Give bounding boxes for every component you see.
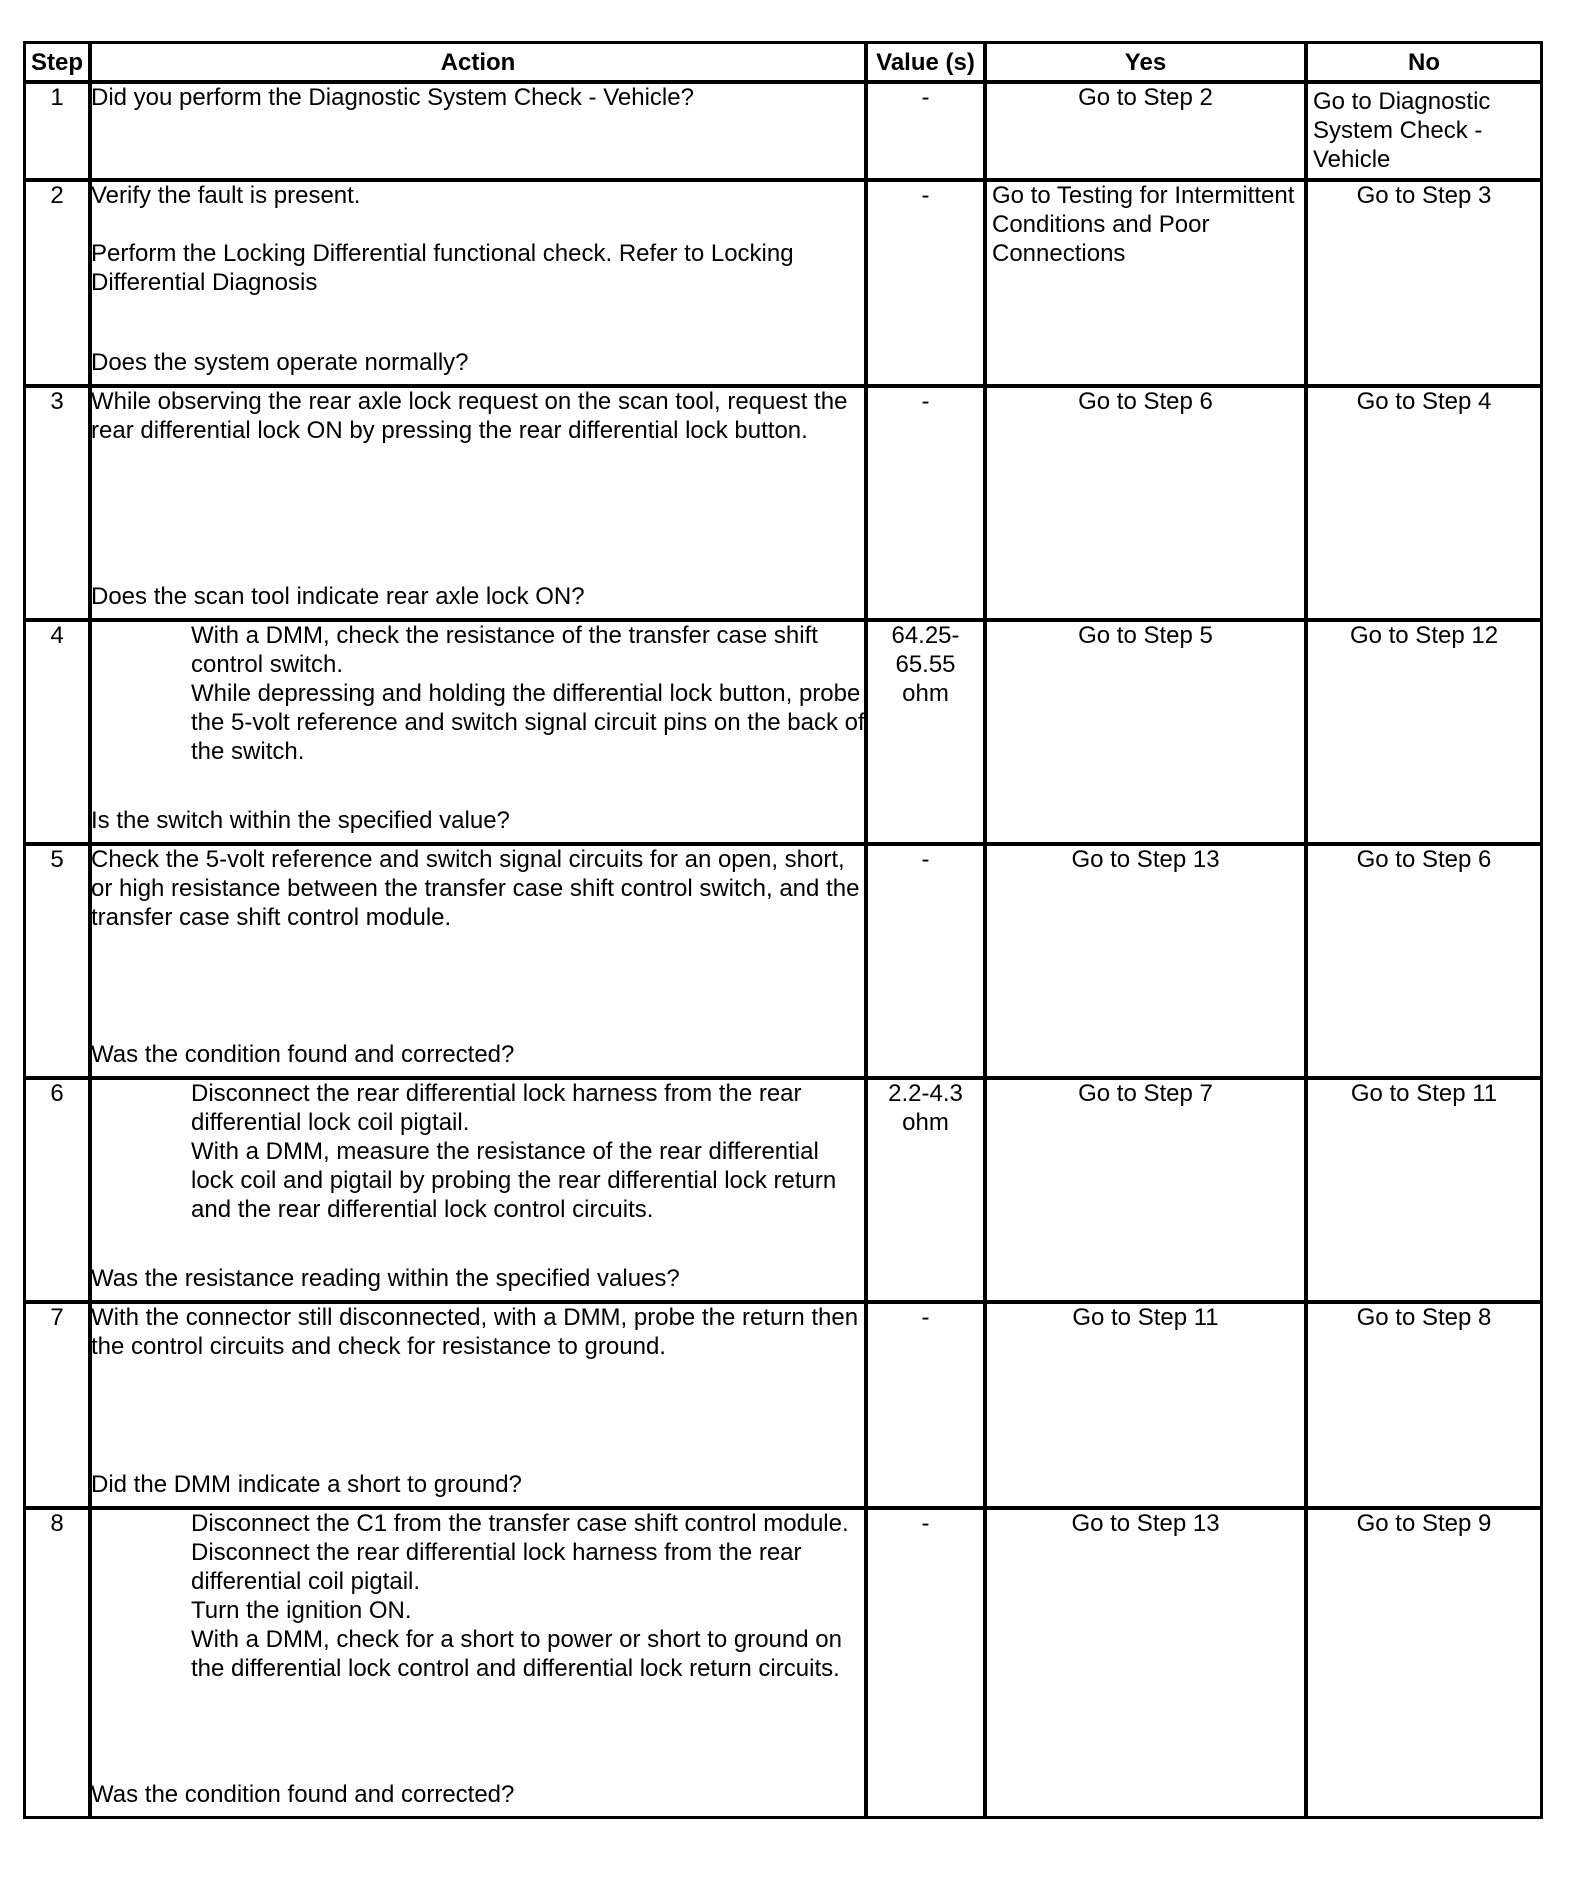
header-no: No <box>1306 42 1542 82</box>
action-question: Does the scan tool indicate rear axle lock ON? <box>91 583 585 610</box>
action-text: Perform the Locking Differential functional check. Refer to Locking Differential Diagnosis <box>91 240 794 296</box>
no-cell: Go to Step 6 <box>1306 844 1542 1078</box>
table-row <box>24 1078 1542 1302</box>
action-cell <box>90 386 866 620</box>
header-value: Value (s) <box>866 42 985 82</box>
header-row <box>24 42 1542 82</box>
value-cell: - <box>866 82 985 180</box>
yes-cell: Go to Step 5 <box>985 620 1306 844</box>
yes-cell: Go to Step 6 <box>985 386 1306 620</box>
diagnostic-table <box>23 41 1543 1819</box>
no-cell: Go to Diagnostic System Check - Vehicle <box>1306 82 1542 180</box>
no-cell: Go to Step 9 <box>1306 1508 1542 1818</box>
value-cell: - <box>866 1508 985 1818</box>
value-cell: - <box>866 844 985 1078</box>
action-cell <box>90 1302 866 1508</box>
action-text: With a DMM, check the resistance of the transfer case shift control switch. <box>191 622 818 678</box>
table-row <box>24 1302 1542 1508</box>
action-spacer <box>91 210 865 239</box>
action-text: With a DMM, check for a short to power or short to ground on the differential lock control and differential lock return circuits. <box>191 1626 842 1682</box>
value-cell: - <box>866 1302 985 1508</box>
action-question: Was the resistance reading within the specified values? <box>91 1265 680 1292</box>
action-text: Check the 5-volt reference and switch signal circuits for an open, short, or high resistance between the transfer case shift control switch, and the transfer case shift control module. <box>91 846 860 931</box>
header-step: Step <box>24 42 90 82</box>
action-cell <box>90 1078 866 1302</box>
no-cell: Go to Step 11 <box>1306 1078 1542 1302</box>
action-text: Disconnect the C1 from the transfer case shift control module. <box>191 1510 849 1537</box>
action-question: Did the DMM indicate a short to ground? <box>91 1471 522 1498</box>
action-text: Turn the ignition ON. <box>191 1597 412 1624</box>
action-cell <box>90 844 866 1078</box>
step-number: 2 <box>24 180 90 386</box>
yes-cell: Go to Step 11 <box>985 1302 1306 1508</box>
table-row <box>24 1508 1542 1818</box>
value-text: 2.2-4.3 ohm <box>888 1080 963 1136</box>
table-row <box>24 386 1542 620</box>
action-text: Verify the fault is present. <box>91 182 361 209</box>
yes-cell: Go to Testing for Intermittent Conditions and Poor Connections <box>985 180 1306 386</box>
table-row <box>24 82 1542 180</box>
action-question: Was the condition found and corrected? <box>91 1781 515 1808</box>
action-question: Does the system operate normally? <box>91 349 469 376</box>
step-number: 6 <box>24 1078 90 1302</box>
step-number: 7 <box>24 1302 90 1508</box>
action-text: With the connector still disconnected, with a DMM, probe the return then the control circuits and check for resistance to ground. <box>91 1304 859 1360</box>
action-text: Did you perform the Diagnostic System Check - Vehicle? <box>91 84 694 111</box>
action-text: While observing the rear axle lock request on the scan tool, request the rear differential lock ON by pressing the rear differential lock button. <box>91 388 848 444</box>
action-question: Is the switch within the specified value? <box>91 807 510 834</box>
action-text: Disconnect the rear differential lock harness from the rear differential lock coil pigtail. <box>191 1080 802 1136</box>
value-cell: - <box>866 180 985 386</box>
yes-cell: Go to Step 7 <box>985 1078 1306 1302</box>
header-action: Action <box>90 42 866 82</box>
action-cell <box>90 180 866 386</box>
step-number: 8 <box>24 1508 90 1818</box>
action-cell <box>90 1508 866 1818</box>
value-cell <box>866 1078 985 1302</box>
yes-cell: Go to Step 13 <box>985 844 1306 1078</box>
action-cell <box>90 82 866 180</box>
action-cell <box>90 620 866 844</box>
yes-cell: Go to Step 2 <box>985 82 1306 180</box>
value-cell <box>866 620 985 844</box>
action-text: Disconnect the rear differential lock harness from the rear differential coil pigtail. <box>191 1539 802 1595</box>
no-cell: Go to Step 12 <box>1306 620 1542 844</box>
header-yes: Yes <box>985 42 1306 82</box>
step-number: 5 <box>24 844 90 1078</box>
action-question: Was the condition found and corrected? <box>91 1041 515 1068</box>
value-text: 64.25-65.55 ohm <box>891 622 960 707</box>
value-cell: - <box>866 386 985 620</box>
step-number: 3 <box>24 386 90 620</box>
table-row <box>24 180 1542 386</box>
action-text: While depressing and holding the differential lock button, probe the 5-volt reference and switch signal circuit pins on the back of the switch. <box>191 680 865 765</box>
yes-cell: Go to Step 13 <box>985 1508 1306 1818</box>
table-row <box>24 844 1542 1078</box>
no-cell: Go to Step 3 <box>1306 180 1542 386</box>
table-row <box>24 620 1542 844</box>
no-cell: Go to Step 4 <box>1306 386 1542 620</box>
step-number: 1 <box>24 82 90 180</box>
no-cell: Go to Step 8 <box>1306 1302 1542 1508</box>
step-number: 4 <box>24 620 90 844</box>
action-text: With a DMM, measure the resistance of the rear differential lock coil and pigtail by probing the rear differential lock return and the rear differential lock control circuits. <box>191 1138 837 1223</box>
